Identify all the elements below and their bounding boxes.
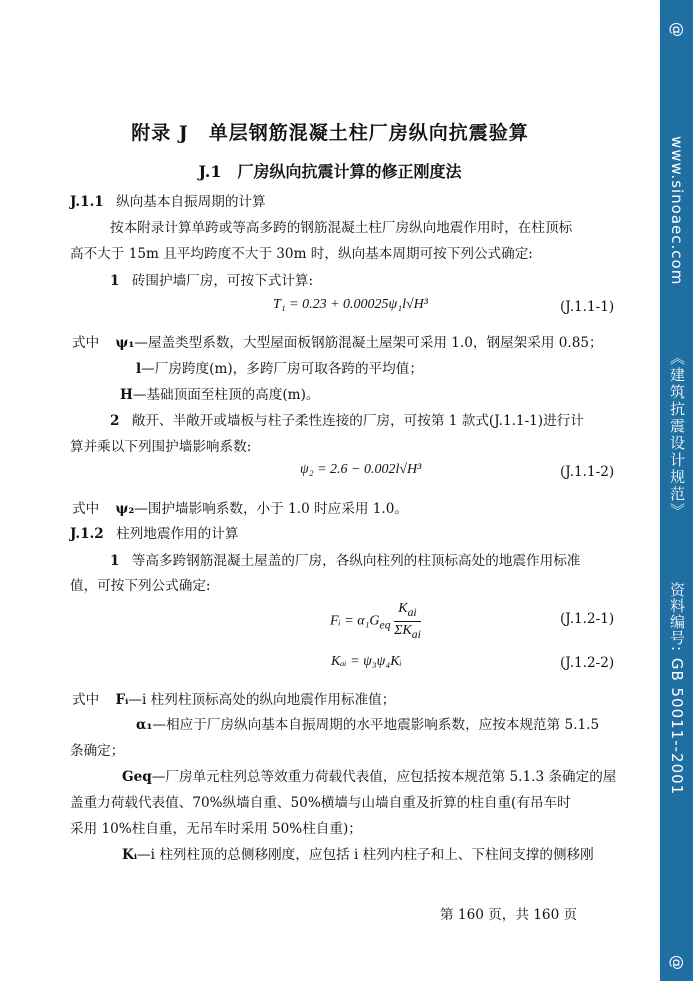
symbol-definition: —厂房跨度(m)，多跨厂房可取各跨的平均值；	[141, 361, 423, 377]
where-clause	[122, 765, 682, 785]
item-text: 敞开、半敞开或墙板与柱子柔性连接的厂房，可按第 1 款式(J.1.1-1)进行计	[131, 413, 584, 429]
item-text: 等高多跨钢筋混凝土屋盖的厂房，各纵向柱列的柱顶标高处的地震作用标准	[131, 553, 581, 569]
paragraph-line: 算并乘以下列围护墙影响系数:	[70, 439, 252, 455]
symbol: Fᵢ	[115, 692, 129, 708]
equation: Kₐᵢ = ψ₃ψ₄Kᵢ	[331, 654, 402, 669]
book-title: 《建筑抗震设计规范》	[668, 350, 686, 520]
symbol-definition: —屋盖类型系数，大型屋面板钢筋混凝土屋架可采用 1.0，钢屋架采用 0.85；	[134, 335, 603, 351]
clause-number: J.1.2	[70, 526, 104, 542]
page-footer: 第 160 页，共 160 页	[440, 907, 578, 923]
document-code: 资料编号: GB 50011--2001	[668, 582, 686, 796]
symbol: l	[136, 361, 142, 377]
list-item	[110, 269, 670, 289]
equation: ψ₂ = 2.6 − 0.002l√H³	[300, 462, 422, 477]
symbol-definition: —基础顶面至柱顶的高度(m)。	[132, 387, 320, 403]
where-clause	[72, 331, 632, 351]
website-url: www.sinoaec.com	[668, 136, 686, 286]
equation-subscript: eq	[379, 618, 391, 632]
equation-number: (J.1.1-2)	[560, 464, 615, 480]
item-number: 2	[110, 413, 120, 429]
paragraph-line: 条确定；	[70, 743, 125, 759]
symbol-definition: —围护墙影响系数，小于 1.0 时应采用 1.0。	[134, 501, 408, 517]
where-prefix: 式中	[72, 335, 100, 351]
clause-j12	[70, 522, 630, 542]
appendix-heading: 附录 J 单层钢筋混凝土柱厂房纵向抗震验算	[131, 122, 529, 144]
section-heading: J.1 厂房纵向抗震计算的修正刚度法	[198, 162, 462, 181]
item-number: 1	[110, 553, 120, 569]
at-sign-mark: @	[668, 22, 686, 37]
where-clause	[72, 688, 632, 708]
paragraph-line: 值，可按下列公式确定:	[70, 578, 211, 594]
paragraph-line: 盖重力荷载代表值、70%纵墙自重、50%横墙与山墙自重及折算的柱自重(有吊车时	[70, 795, 571, 811]
symbol-definition: —i 柱列柱顶标高处的纵向地震作用标准值；	[128, 692, 396, 708]
clause-j11	[70, 190, 630, 210]
fraction	[394, 600, 421, 643]
clause-title: 纵向基本自振周期的计算	[116, 194, 266, 210]
equation-number: (J.1.1-1)	[560, 299, 615, 315]
symbol: ψ₂	[115, 501, 135, 517]
equation	[330, 600, 421, 643]
clause-title: 柱列地震作用的计算	[116, 526, 239, 542]
sidebar-banner	[660, 0, 693, 981]
clause-number: J.1.1	[70, 194, 104, 210]
symbol: α₁	[136, 717, 153, 733]
where-prefix: 式中	[72, 692, 100, 708]
list-item	[110, 549, 670, 569]
fraction-numerator: $K_{ai}$	[394, 600, 421, 622]
symbol: H	[120, 387, 133, 403]
where-clause	[122, 843, 682, 863]
equation-number: (J.1.2-2)	[560, 655, 615, 671]
symbol-definition: —相应于厂房纵向基本自振周期的水平地震影响系数，应按本规范第 5.1.5	[152, 717, 600, 733]
item-text: 砖围护墙厂房，可按下式计算:	[131, 273, 314, 289]
where-clause	[120, 383, 680, 403]
symbol: Kᵢ	[122, 847, 138, 863]
symbol: Geq	[122, 769, 152, 785]
item-number: 1	[110, 273, 120, 289]
where-clause	[136, 713, 693, 733]
fraction-denominator: $\Sigma K_{ai}$	[394, 622, 421, 641]
equation: T₁ = 0.23 + 0.00025ψ₁l√H³	[273, 297, 428, 312]
where-prefix: 式中	[72, 501, 100, 517]
symbol-definition: —厂房单元柱列总等效重力荷载代表值，应包括按本规范第 5.1.3 条确定的屋	[151, 769, 617, 785]
equation-number: (J.1.2-1)	[560, 611, 615, 627]
at-sign-mark: @	[668, 955, 686, 970]
list-item	[110, 409, 670, 429]
paragraph-line: 高不大于 15m 且平均跨度不大于 30m 时，纵向基本周期可按下列公式确定:	[70, 246, 533, 262]
equation-lhs: Fᵢ = α₁G	[330, 613, 380, 629]
symbol: ψ₁	[115, 335, 135, 351]
paragraph-line: 采用 10%柱自重，无吊车时采用 50%柱自重)；	[70, 821, 362, 837]
where-clause	[136, 357, 693, 377]
where-clause	[72, 497, 632, 517]
paragraph-line: 按本附录计算单跨或等高多跨的钢筋混凝土柱厂房纵向地震作用时，在柱顶标	[110, 220, 573, 236]
symbol-definition: —i 柱列柱顶的总侧移刚度，应包括 i 柱列内柱子和上、下柱间支撑的侧移刚	[137, 847, 594, 863]
